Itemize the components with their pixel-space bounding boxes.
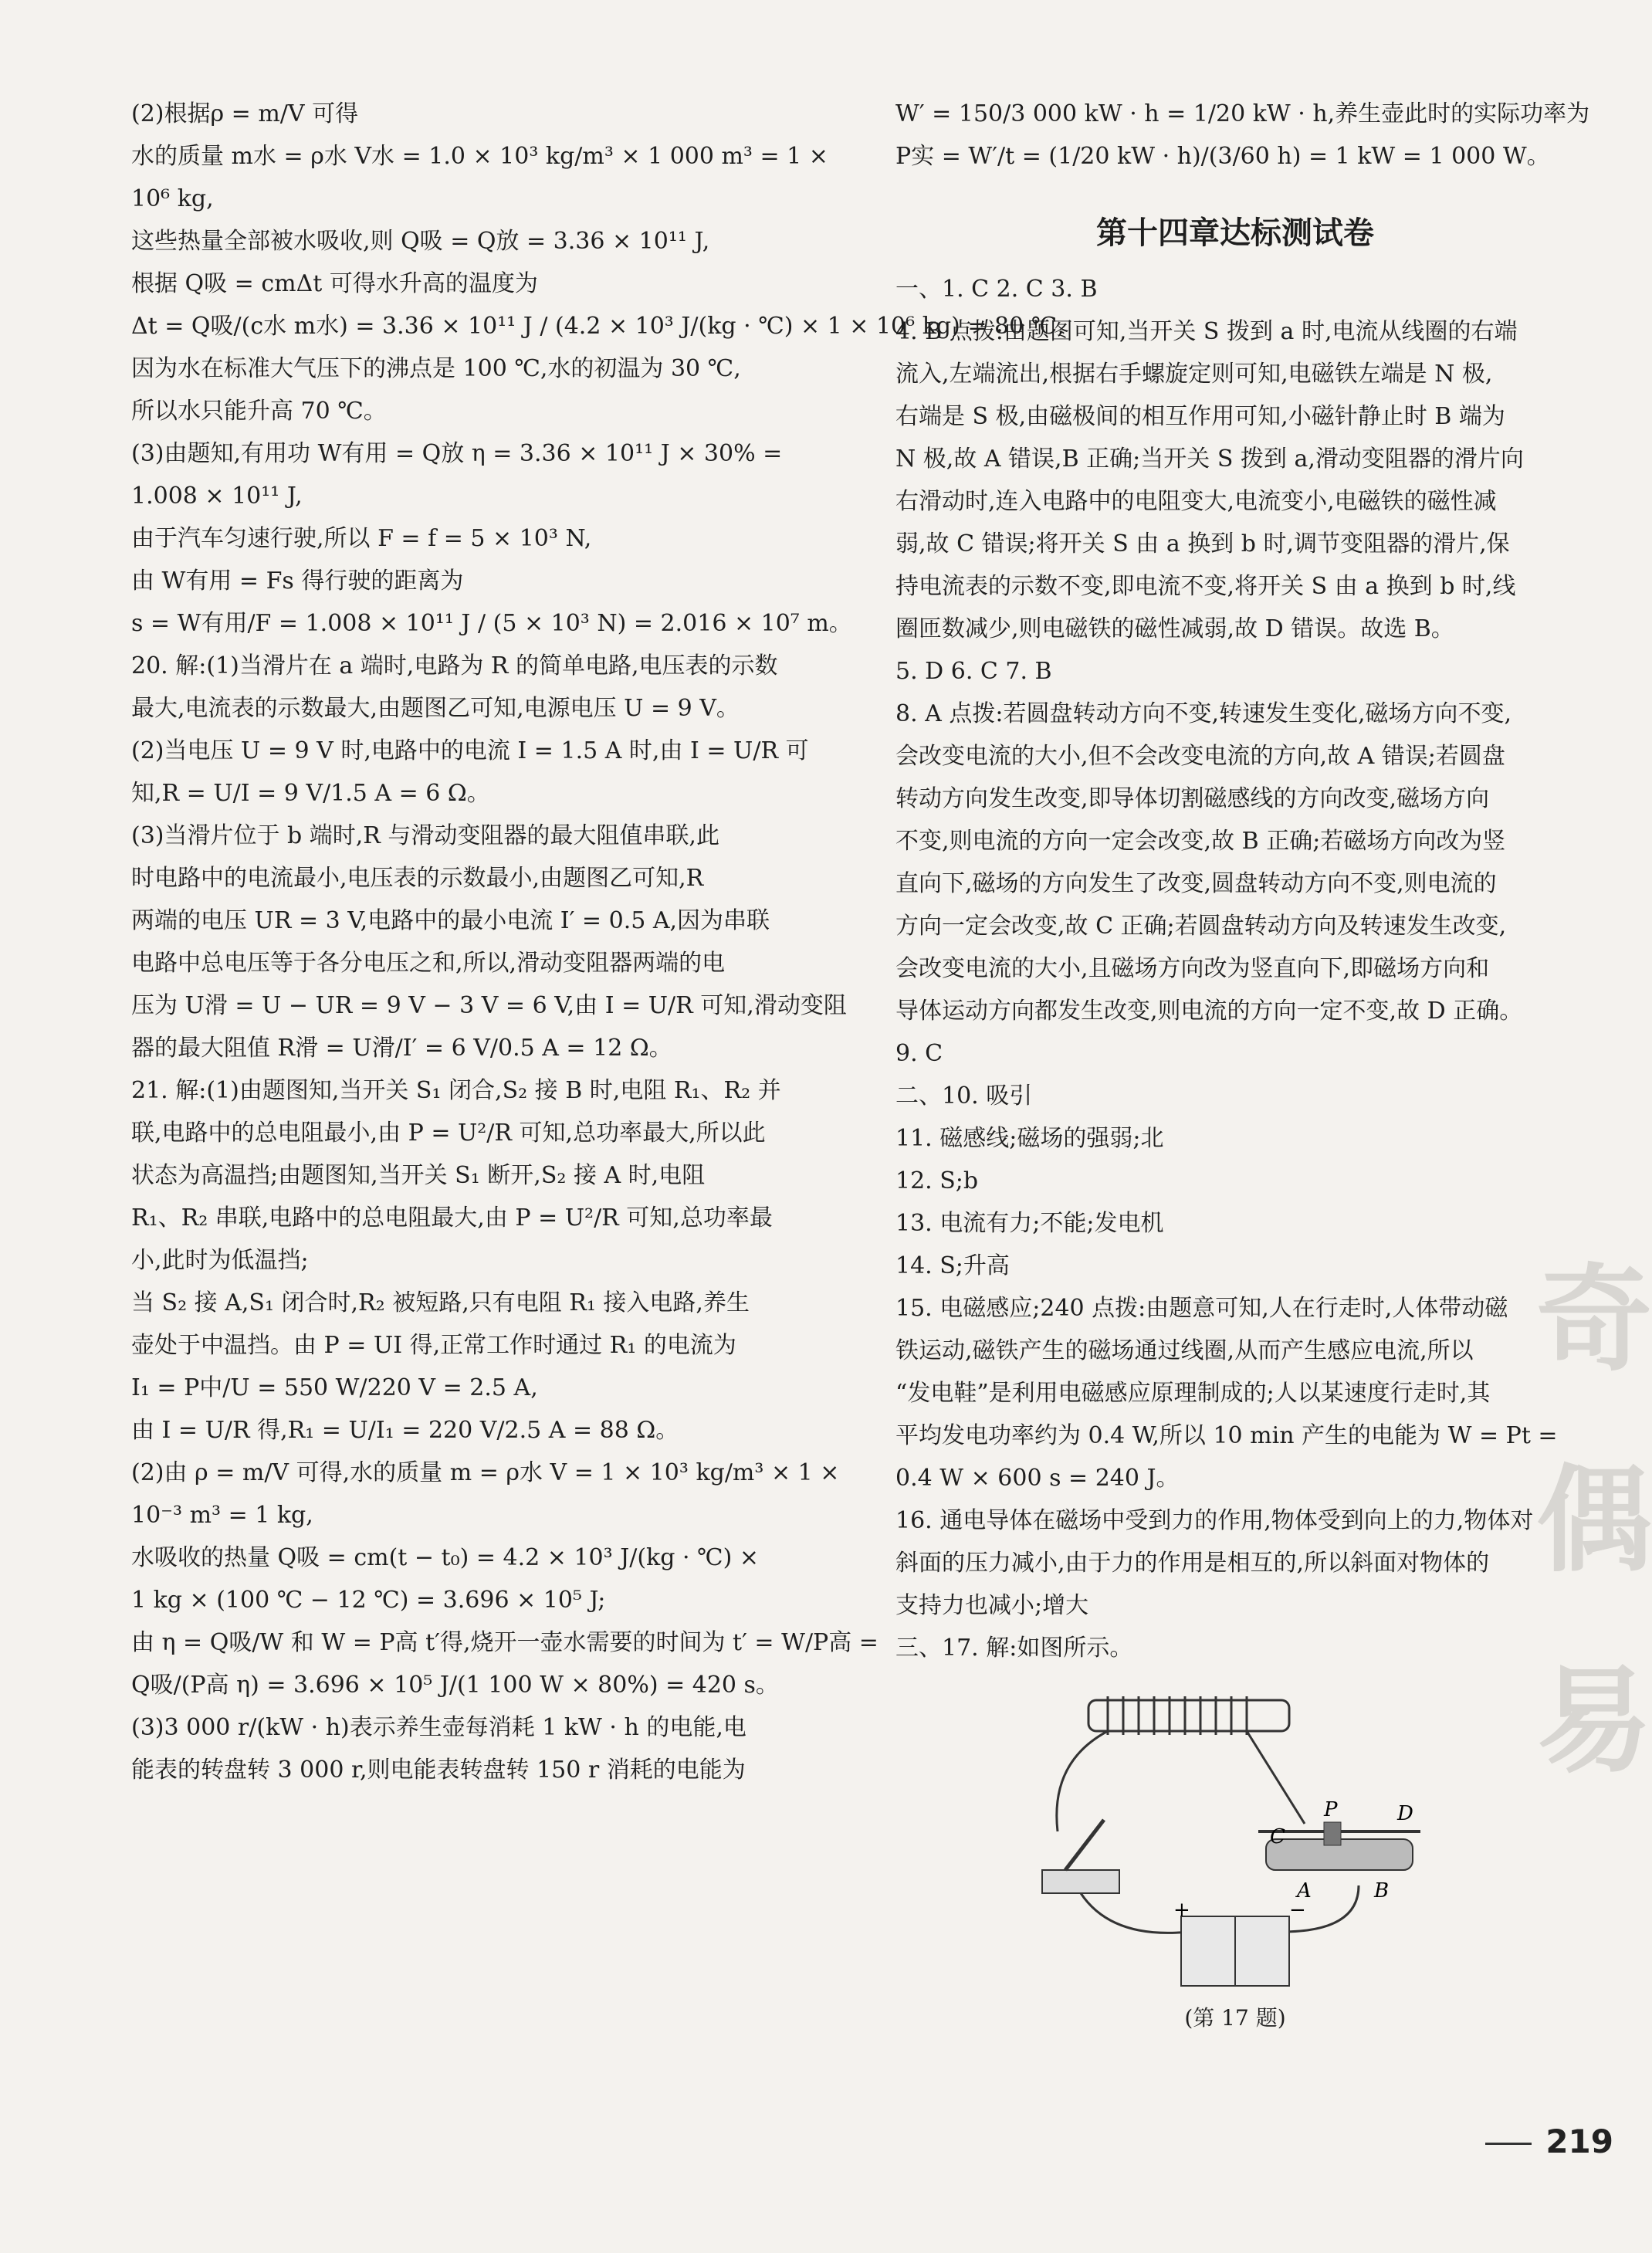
right-line: 15. 电磁感应;240 点拨:由题意可知,人在行走时,人体带动磁 <box>895 1295 1508 1322</box>
right-line: “发电鞋”是利用电磁感应原理制成的;人以某速度行走时,其 <box>895 1380 1491 1407</box>
right-line: 不变,则电流的方向一定会改变,故 B 正确;若磁场方向改为竖 <box>895 828 1506 855</box>
label-p: P <box>1324 1798 1338 1821</box>
right-column <box>895 93 1590 2032</box>
left-line: 知,R = U/I = 9 V/1.5 A = 6 Ω。 <box>131 780 490 807</box>
right-line: 三、17. 解:如图所示。 <box>895 1635 1133 1662</box>
right-line: 5. D 6. C 7. B <box>895 658 1052 685</box>
left-line: s = W有用/F = 1.008 × 10¹¹ J / (5 × 10³ N) = 2.016 × 10⁷ m。 <box>131 610 852 637</box>
right-line: 11. 磁感线;磁场的强弱;北 <box>895 1125 1164 1152</box>
right-line: 斜面的压力减小,由于力的作用是相互的,所以斜面对物体的 <box>895 1550 1490 1577</box>
solenoid-coil <box>1108 1696 1247 1735</box>
right-line: 右端是 S 极,由磁极间的相互作用可知,小磁针静止时 B 端为 <box>895 403 1505 430</box>
page-number: 219 <box>1485 2123 1613 2160</box>
left-line: 器的最大阻值 R滑 = U滑/I′ = 6 V/0.5 A = 12 Ω。 <box>131 1035 672 1062</box>
right-line: 会改变电流的大小,但不会改变电流的方向,故 A 错误;若圆盘 <box>895 743 1505 770</box>
left-line: 水的质量 m水 = ρ水 V水 = 1.0 × 10³ kg/m³ × 1 000 m³ = 1 × <box>131 143 828 170</box>
right-line: 持电流表的示数不变,即电流不变,将开关 S 由 a 换到 b 时,线 <box>895 573 1516 600</box>
left-line: 状态为高温挡;由题图知,当开关 S₁ 断开,S₂ 接 A 时,电阻 <box>131 1162 706 1189</box>
right-line: 9. C <box>895 1040 943 1067</box>
circuit-figure <box>1034 1685 1436 1994</box>
left-line: 由 I = U/R 得,R₁ = U/I₁ = 220 V/2.5 A = 88 Ω。 <box>131 1417 679 1444</box>
left-line: 20. 解:(1)当滑片在 a 端时,电路为 R 的简单电路,电压表的示数 <box>131 652 778 679</box>
right-line: 一、1. C 2. C 3. B <box>895 276 1098 303</box>
right-line: 圈匝数减少,则电磁铁的磁性减弱,故 D 错误。故选 B。 <box>895 615 1454 642</box>
right-line: 8. A 点拨:若圆盘转动方向不变,转速发生变化,磁场方向不变, <box>895 700 1512 727</box>
switch-lever <box>1065 1820 1104 1870</box>
label-c: C <box>1270 1825 1285 1848</box>
label-a: A <box>1297 1879 1312 1902</box>
left-line: 根据 Q吸 = cmΔt 可得水升高的温度为 <box>131 270 538 297</box>
solenoid-core <box>1088 1700 1289 1731</box>
switch-base <box>1042 1870 1119 1893</box>
right-line: 导体运动方向都发生改变,则电流的方向一定不变,故 D 正确。 <box>895 998 1523 1025</box>
right-line: 14. S;升高 <box>895 1252 1010 1279</box>
left-line: Δt = Q吸/(c水 m水) = 3.36 × 10¹¹ J / (4.2 × 10³ J/(kg · ℃) × 1 × 10⁶ kg) = 80 ℃, <box>131 313 1065 340</box>
right-line: 二、10. 吸引 <box>895 1082 1033 1110</box>
right-line: N 极,故 A 错误,B 正确;当开关 S 拨到 a,滑动变阻器的滑片向 <box>895 446 1524 473</box>
left-line: 由于汽车匀速行驶,所以 F = f = 5 × 10³ N, <box>131 525 592 552</box>
right-line: 16. 通电导体在磁场中受到力的作用,物体受到向上的力,物体对 <box>895 1507 1534 1534</box>
circuit-diagram <box>1034 1685 1436 1994</box>
left-line: (3)由题知,有用功 W有用 = Q放 η = 3.36 × 10¹¹ J × 30% = <box>131 440 783 467</box>
right-line: 转动方向发生改变,即导体切割磁感线的方向改变,磁场方向 <box>895 785 1490 812</box>
right-line: 支持力也减小;增大 <box>895 1592 1089 1619</box>
right-line: 4. B 点拨:由题图可知,当开关 S 拨到 a 时,电流从线圈的右端 <box>895 318 1518 345</box>
right-line: 会改变电流的大小,且磁场方向改为竖直向下,即磁场方向和 <box>895 955 1490 982</box>
label-plus: + <box>1173 1899 1190 1922</box>
chapter-title: 第十四章达标测试卷 <box>1096 215 1374 251</box>
left-line: 由 W有用 = Fs 得行驶的距离为 <box>131 567 464 595</box>
left-line: 因为水在标准大气压下的沸点是 100 ℃,水的初温为 30 ℃, <box>131 355 741 382</box>
left-line: 联,电路中的总电阻最小,由 P = U²/R 可知,总功率最大,所以此 <box>131 1120 766 1147</box>
left-line: I₁ = P中/U = 550 W/220 V = 2.5 A, <box>131 1374 538 1401</box>
left-line: Q吸/(P高 η) = 3.696 × 10⁵ J/(1 100 W × 80%) = 420 s。 <box>131 1672 779 1699</box>
label-d: D <box>1397 1802 1413 1825</box>
left-line: 10⁻³ m³ = 1 kg, <box>131 1502 313 1529</box>
right-line: 平均发电功率约为 0.4 W,所以 10 min 产生的电能为 W = Pt = <box>895 1422 1558 1449</box>
label-b: B <box>1374 1879 1390 1902</box>
left-line: 水吸收的热量 Q吸 = cm(t − t₀) = 4.2 × 10³ J/(kg · ℃) × <box>131 1544 759 1571</box>
left-line: 压为 U滑 = U − UR = 9 V − 3 V = 6 V,由 I = U/R 可知,滑动变阻 <box>131 992 847 1019</box>
left-line: 电路中总电压等于各分电压之和,所以,滑动变阻器两端的电 <box>131 950 726 977</box>
left-line: 两端的电压 UR = 3 V,电路中的最小电流 I′ = 0.5 A,因为串联 <box>131 907 770 934</box>
rheostat-slider <box>1324 1822 1341 1845</box>
left-line: 最大,电流表的示数最大,由题图乙可知,电源电压 U = 9 V。 <box>131 695 740 722</box>
right-line: 方向一定会改变,故 C 正确;若圆盘转动方向及转速发生改变, <box>895 913 1507 940</box>
right_top-line: P实 = W′/t = (1/20 kW · h)/(3/60 h) = 1 kW = 1 000 W。 <box>895 143 1550 170</box>
right-line: 直向下,磁场的方向发生了改变,圆盘转动方向不变,则电流的 <box>895 870 1497 897</box>
right-line: 12. S;b <box>895 1167 979 1194</box>
left-line: 1.008 × 10¹¹ J, <box>131 483 303 510</box>
left-line: 10⁶ kg, <box>131 185 214 212</box>
right-line: 右滑动时,连入电路中的电阻变大,电流变小,电磁铁的磁性减 <box>895 488 1497 515</box>
left-line: 这些热量全部被水吸收,则 Q吸 = Q放 = 3.36 × 10¹¹ J, <box>131 228 710 255</box>
left-line: 小,此时为低温挡; <box>131 1247 309 1274</box>
left-line: 1 kg × (100 ℃ − 12 ℃) = 3.696 × 10⁵ J; <box>131 1587 606 1614</box>
left-line: (3)3 000 r/(kW · h)表示养生壶每消耗 1 kW · h 的电能,电 <box>131 1714 746 1741</box>
figure-caption: (第 17 题) <box>1184 2005 1286 2031</box>
left-line: 21. 解:(1)由题图知,当开关 S₁ 闭合,S₂ 接 B 时,电阻 R₁、R₂ 并 <box>131 1077 781 1104</box>
left-line: 当 S₂ 接 A,S₁ 闭合时,R₂ 被短路,只有电阻 R₁ 接入电路,养生 <box>131 1289 750 1316</box>
label-minus: − <box>1289 1899 1306 1922</box>
right_top-line: W′ = 150/3 000 kW · h = 1/20 kW · h,养生壶此时的实际功率为 <box>895 100 1590 127</box>
left-line: 所以水只能升高 70 ℃。 <box>131 398 387 425</box>
left-line: 由 η = Q吸/W 和 W = P高 t′得,烧开一壶水需要的时间为 t′ = W/P高 = <box>131 1629 878 1656</box>
left-line: (2)根据ρ = m/V 可得 <box>131 100 359 127</box>
watermark-stamp: 奇 偶 易 <box>1536 1253 1652 1789</box>
left-line: (3)当滑片位于 b 端时,R 与滑动变阻器的最大阻值串联,此 <box>131 822 719 849</box>
right-line: 0.4 W × 600 s = 240 J。 <box>895 1465 1180 1492</box>
left-line: (2)当电压 U = 9 V 时,电路中的电流 I = 1.5 A 时,由 I = U/R 可 <box>131 737 809 764</box>
left-line: (2)由 ρ = m/V 可得,水的质量 m = ρ水 V = 1 × 10³ kg/m³ × 1 × <box>131 1459 840 1486</box>
right-line: 弱,故 C 错误;将开关 S 由 a 换到 b 时,调节变阻器的滑片,保 <box>895 530 1510 557</box>
left-line: 壶处于中温挡。由 P = UI 得,正常工作时通过 R₁ 的电流为 <box>131 1332 736 1359</box>
right-line: 13. 电流有力;不能;发电机 <box>895 1210 1164 1237</box>
right-line: 流入,左端流出,根据右手螺旋定则可知,电磁铁左端是 N 极, <box>895 361 1493 388</box>
right-line: 铁运动,磁铁产生的磁场通过线圈,从而产生感应电流,所以 <box>895 1337 1474 1364</box>
left-line: 能表的转盘转 3 000 r,则电能表转盘转 150 r 消耗的电能为 <box>131 1757 746 1784</box>
left-line: R₁、R₂ 串联,电路中的总电阻最大,由 P = U²/R 可知,总功率最 <box>131 1204 773 1232</box>
left-line: 时电路中的电流最小,电压表的示数最小,由题图乙可知,R <box>131 865 704 892</box>
